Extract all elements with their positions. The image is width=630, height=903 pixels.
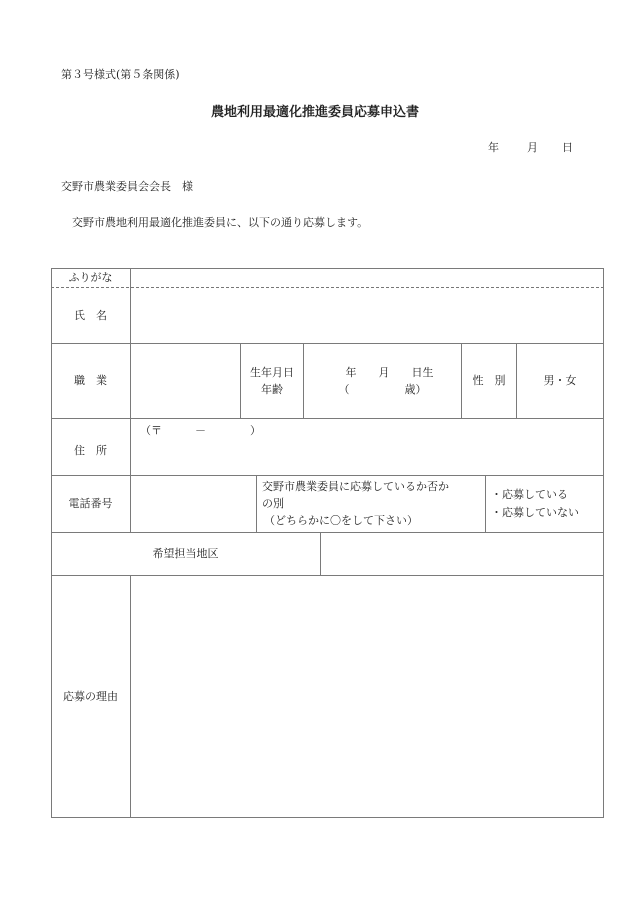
date-day: 日 <box>562 141 573 154</box>
table-border-bottom <box>51 817 604 818</box>
name-field[interactable] <box>131 288 603 343</box>
region-label: 希望担当地区 <box>152 547 219 561</box>
age-label: 年齢 <box>261 383 283 396</box>
gender-choice[interactable]: 男・女 <box>543 374 577 388</box>
birthdate-label-line1: 生年月日 <box>250 365 294 379</box>
intro-text: 交野市農地利用最適化推進委員に、以下の通り応募します。 <box>72 216 369 229</box>
applying-question-note: （どちらかに〇をして下さい） <box>264 514 418 527</box>
birthdate-value: 年 月 日生 <box>345 365 434 379</box>
birthdate-label <box>241 344 303 418</box>
applying-options <box>491 486 579 522</box>
furigana-field[interactable] <box>131 269 603 287</box>
addressee: 交野市農業委員会会長 様 <box>61 180 193 193</box>
option-applying[interactable]: ・応募している <box>491 488 568 501</box>
occupation-label: 職 業 <box>74 374 107 388</box>
occupation-field[interactable] <box>131 344 240 418</box>
col-divider <box>256 475 257 532</box>
applying-question-line1: 交野市農業委員に応募しているか否か <box>262 480 449 493</box>
form-number: 第３号様式(第５条関係) <box>61 68 180 81</box>
name-label: 氏 名 <box>74 308 107 322</box>
reason-label: 応募の理由 <box>63 689 118 703</box>
applying-question-line2: の別 <box>262 497 284 510</box>
row-divider <box>51 418 604 419</box>
applying-question <box>262 478 449 529</box>
phone-field[interactable] <box>131 476 256 532</box>
page-title: 農地利用最適化推進委員応募申込書 <box>210 105 419 120</box>
furigana-label: ふりがな <box>68 270 113 284</box>
age-value: （ 歳） <box>338 383 427 396</box>
date-month: 月 <box>527 141 538 154</box>
address-label: 住 所 <box>74 444 107 458</box>
address-field[interactable] <box>131 438 603 475</box>
region-field[interactable] <box>321 533 603 575</box>
option-not-applying[interactable]: ・応募していない <box>491 506 579 519</box>
date-year: 年 <box>488 141 499 154</box>
postal-code-field[interactable]: （〒 － ） <box>140 424 261 437</box>
gender-label: 性 別 <box>472 374 506 388</box>
phone-label: 電話番号 <box>68 497 113 511</box>
birthdate-field[interactable] <box>304 344 461 418</box>
reason-field[interactable] <box>131 576 603 817</box>
table-border-right <box>603 268 604 817</box>
col-divider <box>485 475 486 532</box>
